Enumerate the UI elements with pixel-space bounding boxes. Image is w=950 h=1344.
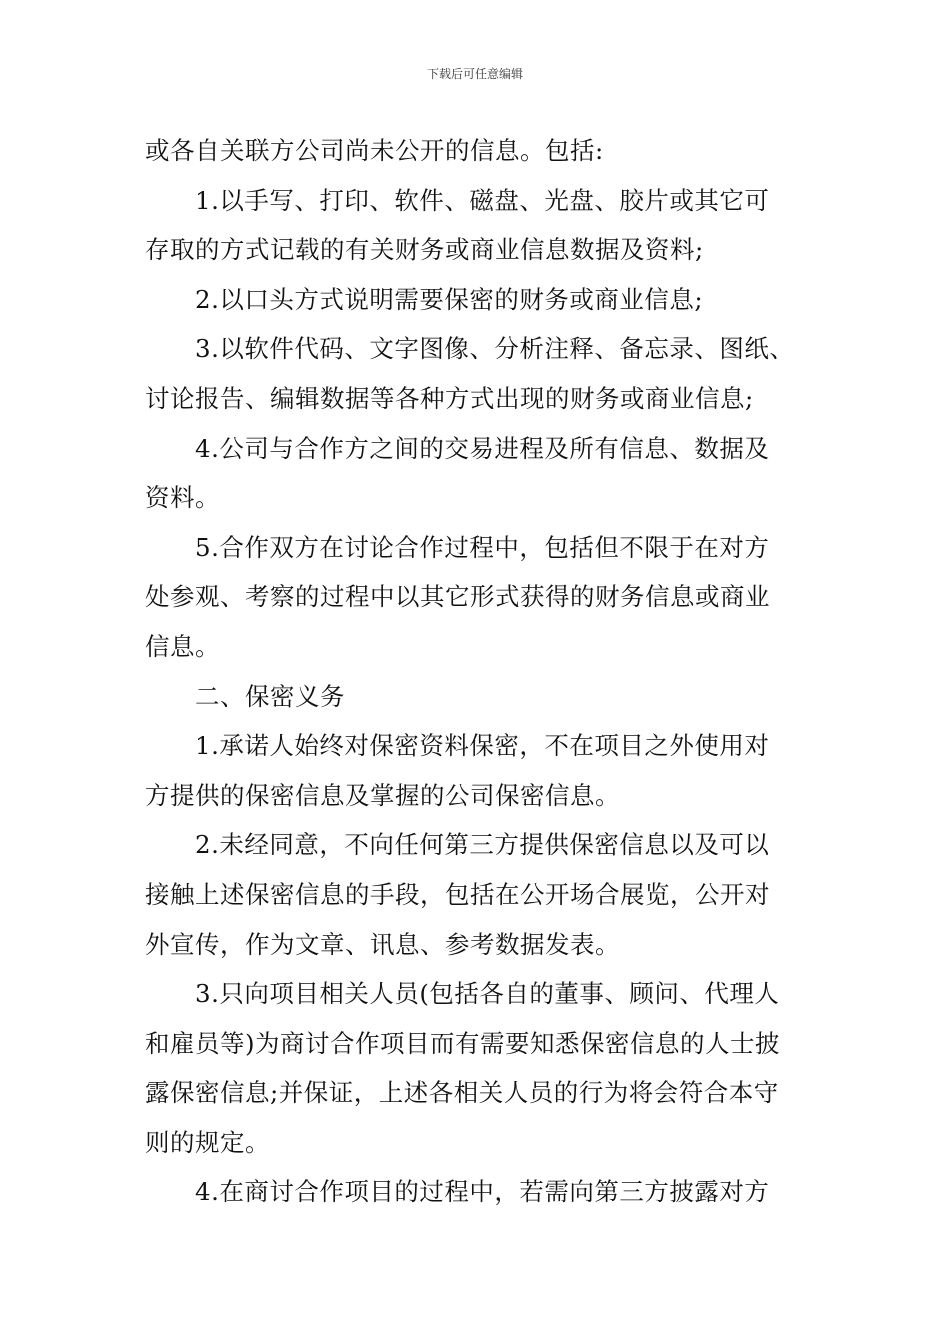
text-line: 方提供的保密信息及掌握的公司保密信息。 [145, 780, 620, 810]
text-line: 或各自关联方公司尚未公开的信息。包括: [145, 136, 604, 165]
text-line: 1.以手写、打印、软件、磁盘、光盘、胶片或其它可 [195, 185, 770, 215]
text-line: 3.只向项目相关人员(包括各自的董事、顾问、代理人 [195, 979, 780, 1009]
section-heading: 二、保密义务 [195, 681, 345, 711]
text-line: 露保密信息;并保证，上述各相关人员的行为将会符合本守 [145, 1078, 779, 1108]
text-line: 2.未经同意，不向任何第三方提供保密信息以及可以 [195, 830, 770, 860]
text-line: 信息。 [145, 631, 220, 661]
page-header: 下载后可任意编辑 [426, 67, 523, 81]
text-line: 和雇员等)为商讨合作项目而有需要知悉保密信息的人士披 [145, 1028, 781, 1058]
text-line: 接触上述保密信息的手段，包括在公开场合展览，公开对 [145, 879, 770, 909]
text-line: 4.公司与合作方之间的交易进程及所有信息、数据及 [195, 433, 770, 463]
text-line: 5.合作双方在讨论合作过程中，包括但不限于在对方 [195, 532, 770, 562]
text-line: 处参观、考察的过程中以其它形式获得的财务信息或商业 [145, 582, 770, 612]
text-line: 外宣传，作为文章、讯息、参考数据发表。 [145, 929, 620, 959]
text-line: 存取的方式记载的有关财务或商业信息数据及资料; [145, 235, 704, 265]
text-line: 4.在商讨合作项目的过程中，若需向第三方披露对方 [195, 1177, 770, 1207]
text-line: 讨论报告、编辑数据等各种方式出现的财务或商业信息; [145, 383, 754, 413]
text-line: 1.承诺人始终对保密资料保密，不在项目之外使用对 [195, 731, 770, 761]
text-line: 2.以口头方式说明需要保密的财务或商业信息; [195, 284, 704, 314]
text-line: 3.以软件代码、文字图像、分析注释、备忘录、图纸、 [195, 334, 795, 364]
text-line: 则的规定。 [145, 1127, 270, 1157]
document-body [145, 126, 815, 1217]
text-line: 资料。 [145, 483, 220, 513]
